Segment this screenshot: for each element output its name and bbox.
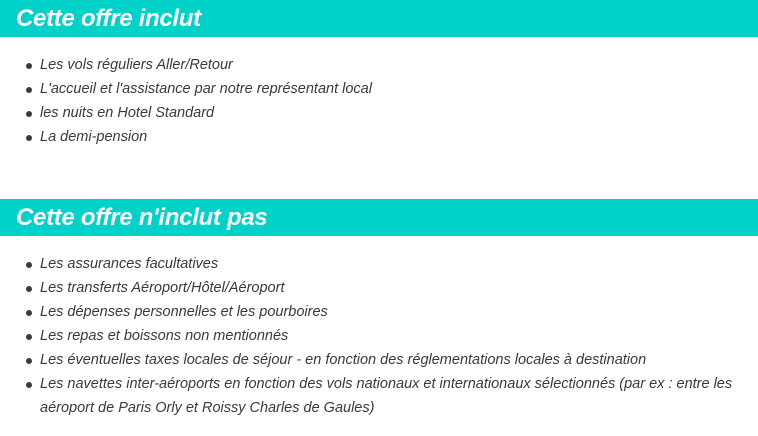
- list-item: Les transferts Aéroport/Hôtel/Aéroport: [25, 276, 758, 300]
- list-item: Les éventuelles taxes locales de séjour - en fonction des réglementations locales à destination: [25, 348, 758, 372]
- list-item: les nuits en Hotel Standard: [25, 101, 758, 125]
- list-item: Les navettes inter-aéroports en fonction des vols nationaux et internationaux sélectionnés (par ex : entre les aéroport de Paris Orly et Roissy Charles de Gaules): [25, 372, 758, 420]
- included-title: Cette offre inclut: [16, 4, 201, 32]
- included-section: [0, 0, 758, 149]
- excluded-section: [0, 199, 758, 420]
- excluded-header: [0, 199, 758, 236]
- included-header: [0, 0, 758, 37]
- list-item: Les dépenses personnelles et les pourboires: [25, 300, 758, 324]
- list-item: Les repas et boissons non mentionnés: [25, 324, 758, 348]
- list-item: La demi-pension: [25, 125, 758, 149]
- list-item: L'accueil et l'assistance par notre représentant local: [25, 77, 758, 101]
- excluded-list: [0, 236, 758, 420]
- list-item: Les vols réguliers Aller/Retour: [25, 53, 758, 77]
- excluded-title: Cette offre n'inclut pas: [16, 203, 268, 231]
- included-list: [0, 37, 758, 149]
- list-item: Les assurances facultatives: [25, 252, 758, 276]
